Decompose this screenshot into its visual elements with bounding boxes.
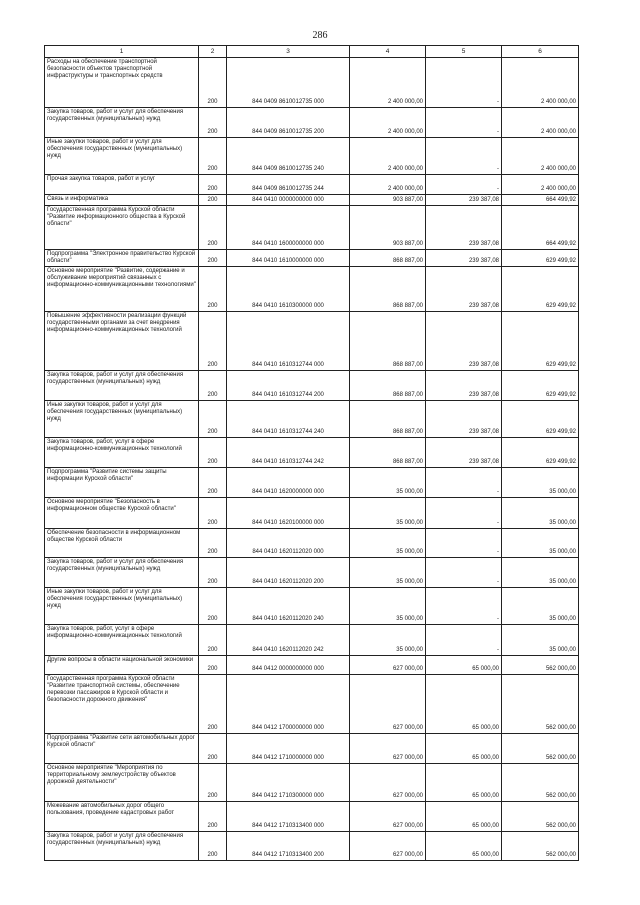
table-row	[45, 734, 579, 764]
row-col4: 627 000,00	[350, 802, 426, 832]
row-code: 844 0412 1700000000 000	[227, 675, 350, 734]
row-col2: 200	[199, 498, 227, 529]
row-col4: 627 000,00	[350, 656, 426, 675]
row-code: 844 0410 1620112020 000	[227, 529, 350, 558]
row-col4: 35 000,00	[350, 558, 426, 588]
table-row	[45, 529, 579, 558]
row-name: Связь и информатика	[45, 195, 199, 206]
row-col5: 239 387,08	[426, 312, 502, 371]
row-col6: 35 000,00	[502, 558, 579, 588]
row-col4: 903 887,00	[350, 195, 426, 206]
row-col6: 664 499,92	[502, 206, 579, 250]
row-col2: 200	[199, 625, 227, 656]
row-col6: 562 000,00	[502, 832, 579, 861]
row-col2: 200	[199, 267, 227, 312]
row-col5: 239 387,08	[426, 206, 502, 250]
column-header: 2	[199, 46, 227, 58]
row-name: Расходы на обеспечение транспортной безопасности объектов транспортной инфраструктуры и транспортных средств	[45, 58, 199, 108]
row-name: Государственная программа Курской области "Развитие информационного общества в Курской области"	[45, 206, 199, 250]
row-col6: 562 000,00	[502, 734, 579, 764]
row-col2: 200	[199, 832, 227, 861]
row-code: 844 0410 0000000000 000	[227, 195, 350, 206]
row-col5: 65 000,00	[426, 832, 502, 861]
row-code: 844 0410 1620112020 200	[227, 558, 350, 588]
row-col6: 629 499,92	[502, 267, 579, 312]
row-col6: 2 400 000,00	[502, 58, 579, 108]
row-col4: 868 887,00	[350, 267, 426, 312]
row-name: Обеспечение безопасности в информационном обществе Курской области	[45, 529, 199, 558]
row-col6: 2 400 000,00	[502, 108, 579, 138]
table-row	[45, 832, 579, 861]
column-header: 6	[502, 46, 579, 58]
row-col6: 35 000,00	[502, 588, 579, 625]
table-row	[45, 401, 579, 438]
row-name: Закупка товаров, работ, услуг в сфере информационно-коммуникационных технологий	[45, 625, 199, 656]
table-row	[45, 438, 579, 468]
row-col2: 200	[199, 675, 227, 734]
row-col5: -	[426, 558, 502, 588]
row-col6: 629 499,92	[502, 438, 579, 468]
row-col5: 239 387,08	[426, 371, 502, 401]
row-code: 844 0412 1710000000 000	[227, 734, 350, 764]
row-col2: 200	[199, 764, 227, 802]
row-col4: 35 000,00	[350, 498, 426, 529]
row-col5: 239 387,08	[426, 438, 502, 468]
row-col6: 562 000,00	[502, 764, 579, 802]
row-col4: 627 000,00	[350, 675, 426, 734]
page-number: 286	[312, 30, 328, 41]
row-col5: 65 000,00	[426, 734, 502, 764]
row-code: 844 0410 1610312744 242	[227, 438, 350, 468]
row-code: 844 0410 1610312744 000	[227, 312, 350, 371]
table-row	[45, 371, 579, 401]
row-col6: 562 000,00	[502, 675, 579, 734]
row-col6: 629 499,92	[502, 250, 579, 267]
table-row	[45, 625, 579, 656]
row-col2: 200	[199, 312, 227, 371]
row-name: Закупка товаров, работ и услуг для обеспечения государственных (муниципальных) нужд	[45, 832, 199, 861]
column-header: 5	[426, 46, 502, 58]
row-col6: 629 499,92	[502, 401, 579, 438]
row-col5: 239 387,08	[426, 267, 502, 312]
row-name: Закупка товаров, работ, услуг в сфере информационно-коммуникационных технологий	[45, 438, 199, 468]
row-code: 844 0409 8610012735 244	[227, 175, 350, 195]
row-col2: 200	[199, 558, 227, 588]
row-col4: 2 400 000,00	[350, 58, 426, 108]
row-col6: 2 400 000,00	[502, 138, 579, 175]
row-col6: 629 499,92	[502, 312, 579, 371]
table-row	[45, 312, 579, 371]
row-code: 844 0410 1610300000 000	[227, 267, 350, 312]
table-row	[45, 267, 579, 312]
row-col2: 200	[199, 529, 227, 558]
row-code: 844 0410 1620112020 242	[227, 625, 350, 656]
row-code: 844 0410 1620112020 240	[227, 588, 350, 625]
row-col5: 239 387,08	[426, 195, 502, 206]
row-col2: 200	[199, 656, 227, 675]
row-col2: 200	[199, 371, 227, 401]
row-col4: 868 887,00	[350, 438, 426, 468]
row-name: Другие вопросы в области национальной экономики	[45, 656, 199, 675]
row-code: 844 0410 1620000000 000	[227, 468, 350, 498]
table-row	[45, 195, 579, 206]
table-row	[45, 656, 579, 675]
row-col4: 2 400 000,00	[350, 138, 426, 175]
table-row	[45, 250, 579, 267]
row-col5: -	[426, 468, 502, 498]
row-code: 844 0410 1610312744 240	[227, 401, 350, 438]
row-code: 844 0412 1710313400 200	[227, 832, 350, 861]
row-col2: 200	[199, 206, 227, 250]
row-col4: 903 887,00	[350, 206, 426, 250]
row-col5: -	[426, 529, 502, 558]
row-col4: 868 887,00	[350, 401, 426, 438]
row-name: Прочая закупка товаров, работ и услуг	[45, 175, 199, 195]
row-code: 844 0410 1620100000 000	[227, 498, 350, 529]
row-col6: 35 000,00	[502, 498, 579, 529]
table-row	[45, 468, 579, 498]
row-name: Основное мероприятие "Мероприятия по территориальному землеустройству объектов дорожной деятельности"	[45, 764, 199, 802]
row-name: Закупка товаров, работ и услуг для обеспечения государственных (муниципальных) нужд	[45, 558, 199, 588]
column-header: 1	[45, 46, 199, 58]
row-code: 844 0410 1600000000 000	[227, 206, 350, 250]
row-col4: 2 400 000,00	[350, 175, 426, 195]
row-code: 844 0412 1710300000 000	[227, 764, 350, 802]
row-name: Закупка товаров, работ и услуг для обеспечения государственных (муниципальных) нужд	[45, 371, 199, 401]
row-code: 844 0410 1610312744 200	[227, 371, 350, 401]
row-col2: 200	[199, 468, 227, 498]
row-name: Подпрограмма "Развитие системы защиты информации Курской области"	[45, 468, 199, 498]
row-code: 844 0409 8610012735 000	[227, 58, 350, 108]
row-col5: 65 000,00	[426, 675, 502, 734]
row-col5: -	[426, 108, 502, 138]
row-col6: 562 000,00	[502, 656, 579, 675]
row-col5: -	[426, 138, 502, 175]
row-name: Подпрограмма "Развитие сети автомобильных дорог Курской области"	[45, 734, 199, 764]
row-col2: 200	[199, 58, 227, 108]
table-row	[45, 764, 579, 802]
table-row	[45, 58, 579, 108]
row-col4: 35 000,00	[350, 625, 426, 656]
row-col2: 200	[199, 802, 227, 832]
row-col4: 35 000,00	[350, 468, 426, 498]
row-col5: 65 000,00	[426, 764, 502, 802]
row-col2: 200	[199, 438, 227, 468]
row-name: Иные закупки товаров, работ и услуг для обеспечения государственных (муниципальных) нужд	[45, 401, 199, 438]
row-col6: 664 499,92	[502, 195, 579, 206]
row-col4: 868 887,00	[350, 312, 426, 371]
row-name: Основное мероприятие "Развитие, содержание и обслуживание мероприятий связанных с информационно-коммуникационными технологиями"	[45, 267, 199, 312]
row-col2: 200	[199, 588, 227, 625]
row-col5: 239 387,08	[426, 250, 502, 267]
table-row	[45, 108, 579, 138]
row-code: 844 0412 1710313400 000	[227, 802, 350, 832]
row-name: Основное мероприятие "Безопасность в информационном обществе Курской области"	[45, 498, 199, 529]
table-header	[45, 46, 579, 58]
row-col2: 200	[199, 138, 227, 175]
column-header: 3	[227, 46, 350, 58]
row-col2: 200	[199, 401, 227, 438]
row-col5: 65 000,00	[426, 802, 502, 832]
row-name: Подпрограмма "Электронное правительство Курской области"	[45, 250, 199, 267]
row-name: Иные закупки товаров, работ и услуг для обеспечения государственных (муниципальных) нужд	[45, 588, 199, 625]
row-col5: -	[426, 625, 502, 656]
row-col6: 629 499,92	[502, 371, 579, 401]
row-col5: -	[426, 58, 502, 108]
column-header: 4	[350, 46, 426, 58]
row-col6: 562 000,00	[502, 802, 579, 832]
row-col6: 35 000,00	[502, 468, 579, 498]
table-row	[45, 138, 579, 175]
row-col4: 35 000,00	[350, 529, 426, 558]
row-col6: 35 000,00	[502, 529, 579, 558]
row-col4: 627 000,00	[350, 764, 426, 802]
row-col2: 200	[199, 734, 227, 764]
row-col2: 200	[199, 175, 227, 195]
row-code: 844 0409 8610012735 240	[227, 138, 350, 175]
row-col4: 868 887,00	[350, 371, 426, 401]
row-col5: -	[426, 588, 502, 625]
row-name: Межевание автомобильных дорог общего пользования, проведение кадастровых работ	[45, 802, 199, 832]
table-row	[45, 175, 579, 195]
row-col2: 200	[199, 108, 227, 138]
row-col6: 35 000,00	[502, 625, 579, 656]
row-code: 844 0412 0000000000 000	[227, 656, 350, 675]
row-col2: 200	[199, 250, 227, 267]
row-col5: -	[426, 175, 502, 195]
row-col5: 65 000,00	[426, 656, 502, 675]
row-col4: 627 000,00	[350, 734, 426, 764]
row-name: Закупка товаров, работ и услуг для обеспечения государственных (муниципальных) нужд	[45, 108, 199, 138]
table-row	[45, 675, 579, 734]
row-col4: 627 000,00	[350, 832, 426, 861]
row-code: 844 0409 8610012735 200	[227, 108, 350, 138]
row-code: 844 0410 1610000000 000	[227, 250, 350, 267]
table-row	[45, 558, 579, 588]
row-col5: -	[426, 498, 502, 529]
row-name: Повышение эффективности реализации функций государственными органами за счет внедрения информационно-коммуникационных технологий	[45, 312, 199, 371]
row-name: Государственная программа Курской области "Развитие транспортной системы, обеспечение перевозки пассажиров в Курской области и безопасности дорожного движения"	[45, 675, 199, 734]
table-row	[45, 588, 579, 625]
row-col5: 239 387,08	[426, 401, 502, 438]
row-col4: 35 000,00	[350, 588, 426, 625]
budget-table	[44, 45, 579, 861]
table-row	[45, 206, 579, 250]
table-row	[45, 498, 579, 529]
row-col4: 2 400 000,00	[350, 108, 426, 138]
row-col4: 868 887,00	[350, 250, 426, 267]
row-col6: 2 400 000,00	[502, 175, 579, 195]
row-col2: 200	[199, 195, 227, 206]
table-row	[45, 802, 579, 832]
row-name: Иные закупки товаров, работ и услуг для обеспечения государственных (муниципальных) нужд	[45, 138, 199, 175]
